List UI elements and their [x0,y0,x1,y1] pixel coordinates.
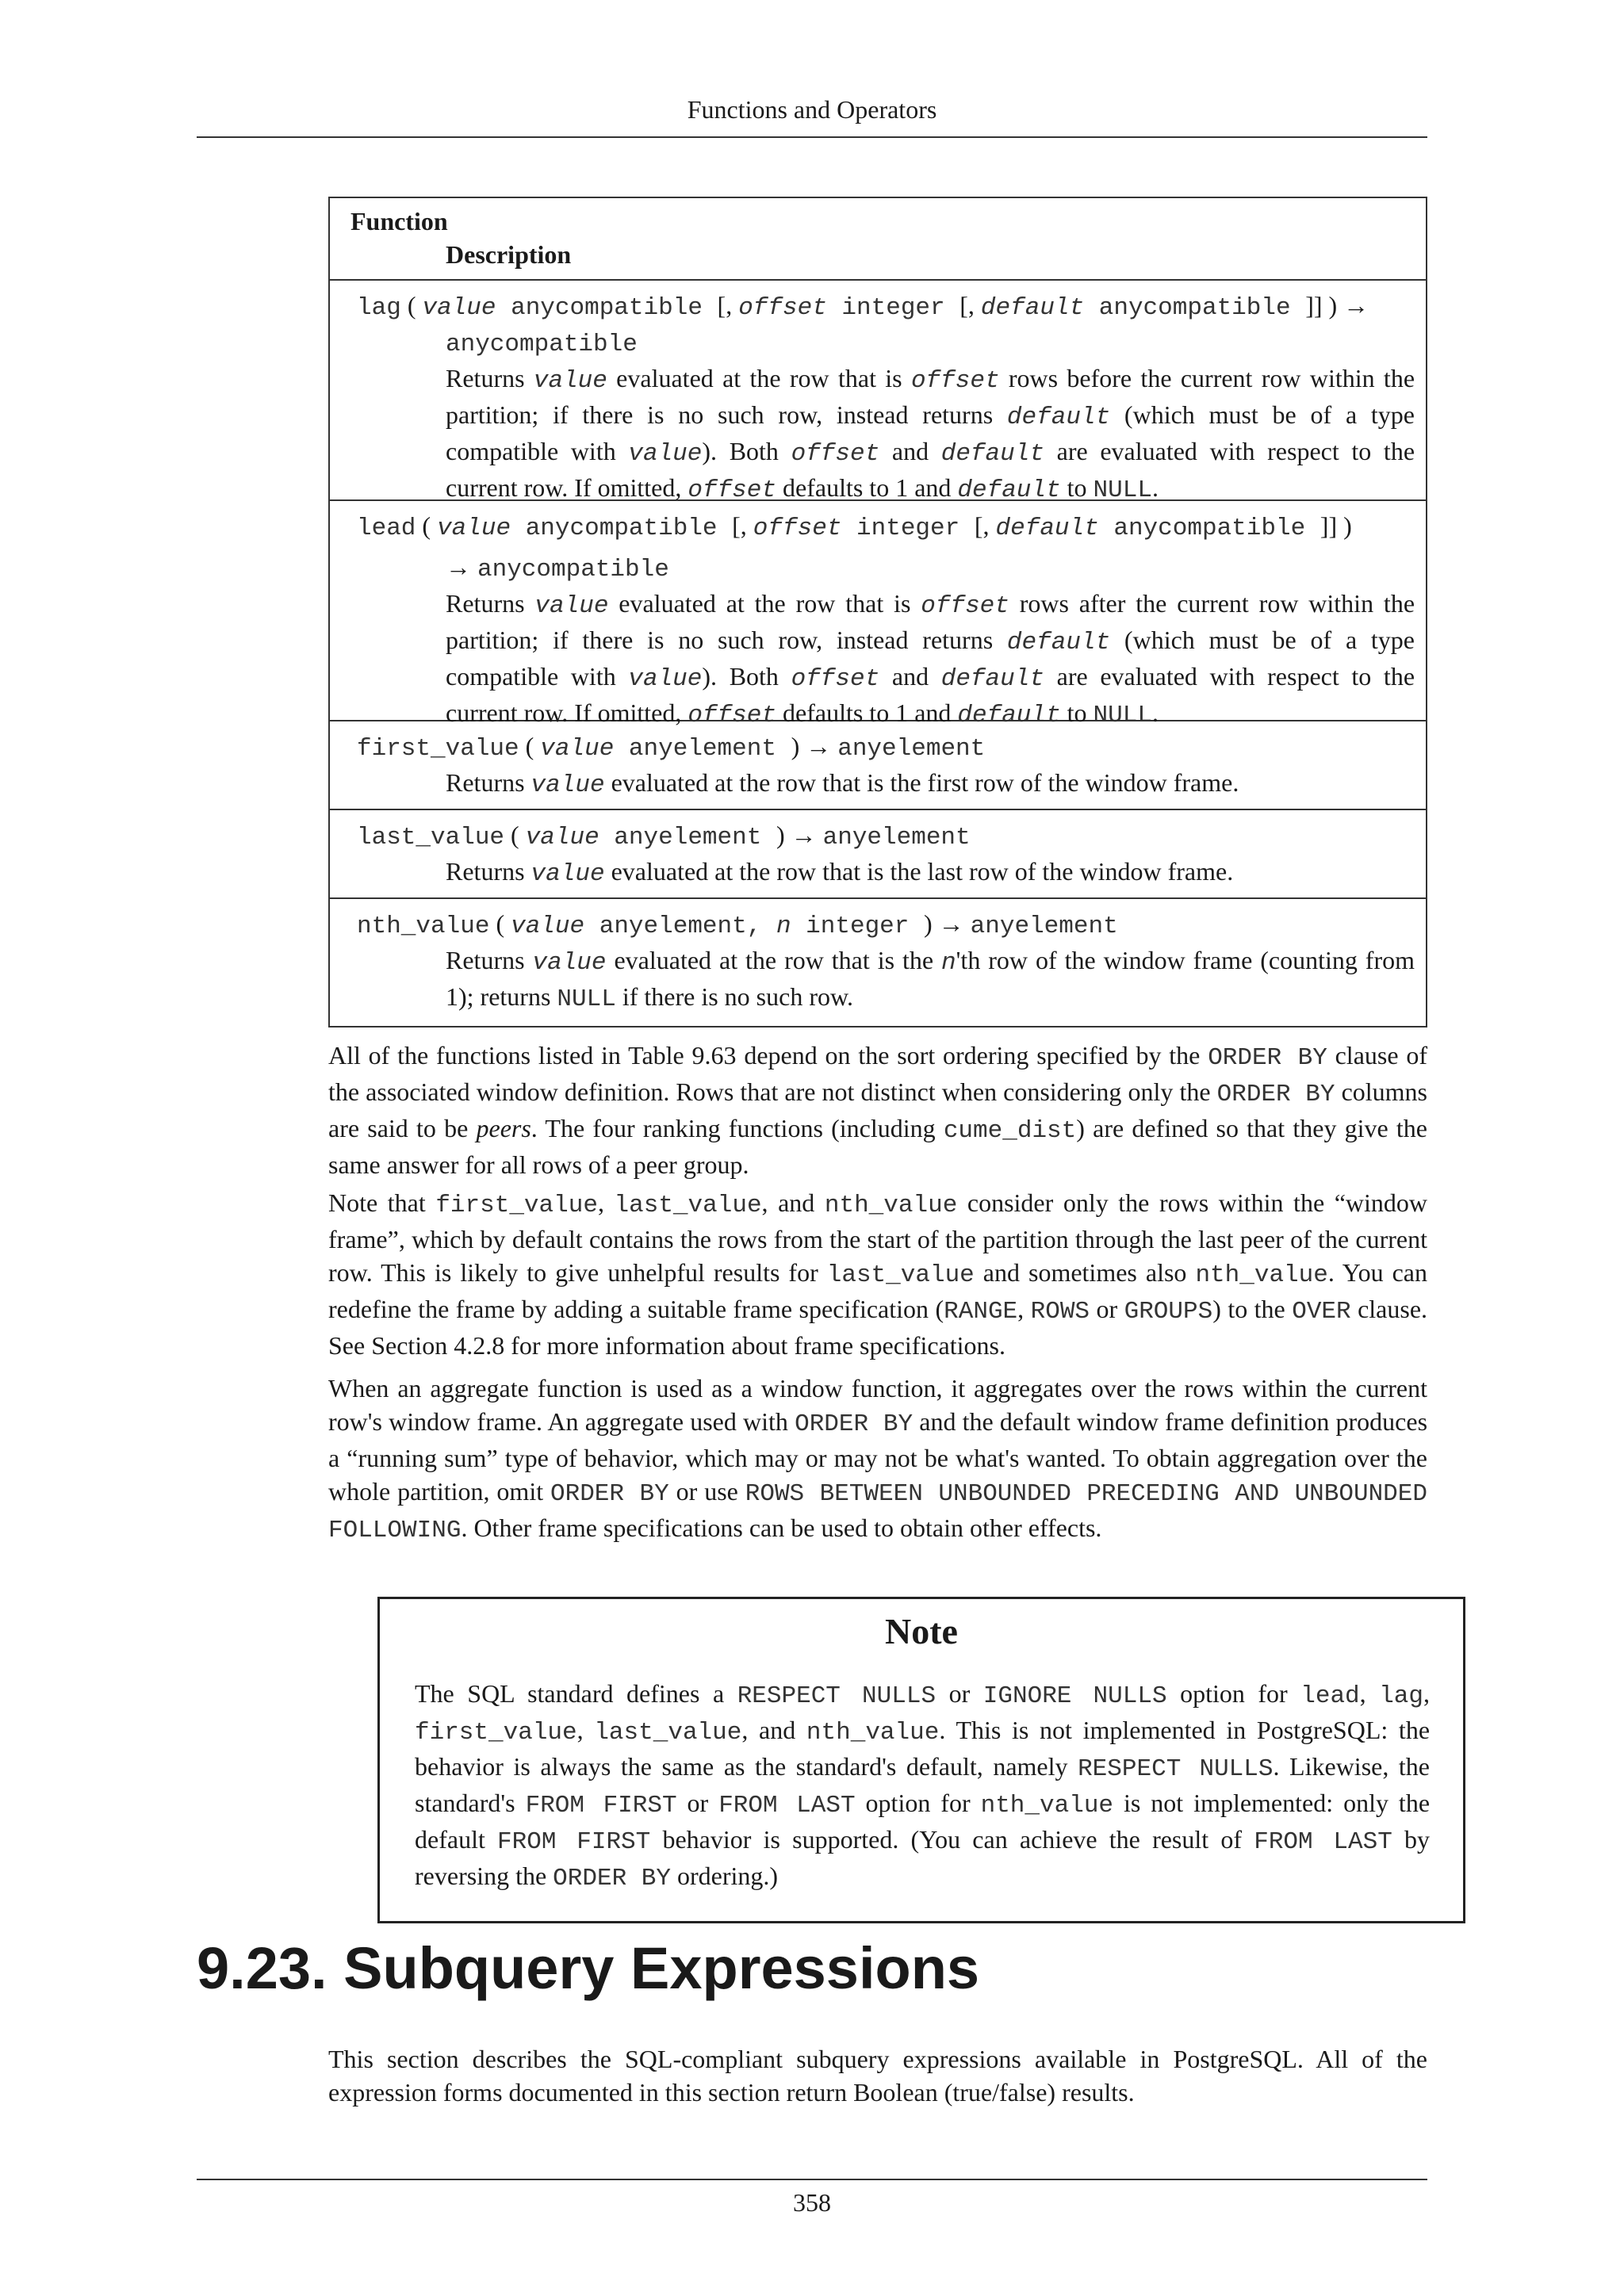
function-description [357,766,1415,802]
text: . This is not implemented in PostgreSQL: the behavior is always the same as the standard's default, namely [415,1716,1431,1781]
text: or [676,1789,719,1817]
paragraph-window-frame [328,1186,1427,1362]
text: ) to the [1212,1295,1293,1323]
desc-param: default [1006,629,1111,656]
return-type-text: anyelement [822,824,971,851]
text: All of the functions listed in Table 9.63 depend on the sort ordering specified by the [328,1041,1208,1070]
table-header [330,198,1426,281]
desc-text: to [1060,698,1094,727]
function-signature [357,818,1415,855]
param-name: value [511,913,585,940]
text: option for [855,1789,981,1817]
text: , [597,1188,615,1217]
desc-param: value [534,592,609,620]
function-signature [357,907,1415,943]
text: by reversing the [415,1825,1431,1890]
function-signature [357,509,1415,545]
code: nth_value [980,1792,1114,1820]
desc-code: NULL [557,985,616,1013]
param-name: offset [738,294,827,322]
return-type-text: anyelement [837,735,986,763]
text: clause. See Section 4.2.8 for more information about frame specifications. [328,1295,1428,1360]
sig-text: ( [489,909,511,938]
param-type: anycompatible [496,294,718,322]
code: ORDER BY [550,1480,669,1508]
text: , and [761,1188,825,1217]
text: behavior is supported. (You can achieve the result of [650,1825,1254,1854]
code: lead [1300,1682,1360,1710]
param-type: integer [841,515,975,542]
code: ORDER BY [553,1865,671,1892]
desc-text: rows before the current row within the partition; if there is no such row, instead returns [446,364,1415,429]
code: nth_value [806,1719,940,1747]
desc-text: 'th row of the window frame (counting from 1); returns [446,946,1415,1011]
desc-param: n [941,949,956,977]
desc-param: value [530,860,605,888]
desc-param: default [957,702,1061,729]
desc-text: Returns [446,857,531,886]
desc-text: are evaluated with respect to the current row. If omitted, [446,662,1415,727]
desc-param: default [940,440,1044,468]
code: ROWS BETWEEN UNBOUNDED PRECEDING AND UNBOUNDED FOLLOWING [328,1480,1427,1544]
desc-code: NULL [1093,702,1152,729]
text: , [1359,1679,1380,1708]
paragraph-aggregate [328,1372,1427,1548]
desc-text: if there is no such row. [615,982,854,1011]
code: RESPECT NULLS [737,1682,936,1710]
window-functions-table [328,197,1427,1027]
sig-text: [, [717,291,739,320]
return-type-text: anyelement [970,913,1118,940]
text: clause of the associated window definition. Rows that are not distinct when considering only the [328,1041,1428,1106]
code: last_value [826,1261,975,1289]
text: or use [668,1477,745,1506]
desc-text: and [879,662,941,691]
text: The SQL standard defines a [415,1679,737,1708]
param-type: anyelement [599,824,776,851]
text: . The four ranking functions (including [530,1114,944,1142]
param-name: value [525,824,599,851]
code: ORDER BY [1208,1044,1327,1072]
function-name: lead [357,515,416,542]
code: first_value [435,1192,598,1219]
function-description [357,587,1415,733]
text: ordering.) [670,1862,779,1890]
section-intro: This section describes the SQL-compliant subquery expressions available in PostgreSQL. All of the expression forms documented in this section return Boolean (true/false) results. [328,2045,1427,2107]
sig-text: ) → [924,909,971,938]
desc-text: Returns [446,589,535,618]
text: Note that [328,1188,436,1217]
desc-param: offset [921,592,1009,620]
sig-text: ( [519,732,541,760]
desc-param: offset [688,476,776,504]
desc-text: (which must be of a type compatible with [446,626,1415,691]
param-type: anyelement [614,735,791,763]
text: ) are defined so that they give the same answer for all rows of a peer group. [328,1114,1428,1179]
param-name: n [776,913,791,940]
desc-param: value [533,367,607,395]
text: . Other frame specifications can be used to obtain other effects. [461,1513,1102,1542]
desc-param: default [957,476,1061,504]
param-type: anyelement, [584,913,776,940]
param-type: integer [791,913,924,940]
text: . Likewise, the standard's [415,1752,1431,1817]
sig-text: ]] ) [1320,511,1352,540]
desc-text: evaluated at the row that is the last row of the window frame. [604,857,1234,886]
text: , [1423,1679,1431,1708]
header-rule [197,136,1427,138]
desc-param: default [940,665,1044,693]
desc-text: Returns [446,946,533,974]
text: is not implemented: only the default [415,1789,1431,1854]
function-description [357,943,1415,1016]
function-name: lag [357,294,401,322]
param-type: anycompatible [511,515,733,542]
function-signature [357,729,1415,766]
page-number: 358 [793,2188,831,2217]
desc-code: NULL [1093,476,1152,504]
param-name: value [422,294,496,322]
desc-text: are evaluated with respect to the current row. If omitted, [446,437,1415,502]
return-type-text: anycompatible [446,331,638,358]
function-name: last_value [357,824,505,851]
desc-param: default [1006,404,1111,431]
param-name: value [437,515,511,542]
desc-text: rows after the current row within the partition; if there is no such row, instead returns [446,589,1415,654]
function-description [357,362,1415,507]
desc-text: ). Both [702,437,791,465]
code: FROM LAST [1254,1828,1392,1856]
desc-text: evaluated at the row that is [607,364,911,392]
code: nth_value [824,1192,958,1219]
code: FROM FIRST [497,1828,651,1856]
code: ORDER BY [1216,1081,1335,1108]
return-type [357,325,1415,362]
function-name: nth_value [357,913,490,940]
running-header: Functions and Operators [687,95,937,124]
code: ORDER BY [795,1410,914,1438]
code: IGNORE NULLS [982,1682,1167,1710]
section-heading: 9.23. Subquery Expressions [197,1935,980,2001]
sig-text: [, [974,511,996,540]
code: lag [1379,1682,1424,1710]
table-row-first-value [330,721,1426,810]
code: first_value [415,1719,577,1747]
note-text [415,1677,1430,1896]
code: cume_dist [943,1117,1077,1145]
text: or [1090,1295,1124,1323]
desc-text: ). Both [702,662,791,691]
desc-text: . [1151,698,1159,727]
desc-text: and [879,437,941,465]
param-name: default [995,515,1099,542]
sig-text: ( [504,821,526,849]
desc-param: offset [910,367,1000,395]
desc-param: offset [791,440,880,468]
param-type: anycompatible [1098,515,1320,542]
text: and sometimes also [974,1258,1196,1287]
code: FROM FIRST [525,1792,677,1820]
text: When an aggregate function is used as a window function, it aggregates over the rows within the current row's window frame. An aggregate used with [328,1374,1427,1436]
code: FROM LAST [718,1792,856,1820]
text: columns are said to be [328,1077,1428,1142]
desc-text: defaults to 1 and [776,473,958,502]
emphasis: peers [476,1114,531,1142]
code: nth_value [1195,1261,1328,1289]
column-header-function: Function [350,207,448,235]
sig-text: ) → [776,821,823,849]
text: , [1017,1295,1031,1323]
function-description [357,855,1415,891]
text: , and [741,1716,806,1744]
code: last_value [614,1192,762,1219]
sig-text: ) → [791,732,838,760]
desc-text: . [1151,473,1159,502]
desc-param: offset [688,702,776,729]
sig-text: [, [732,511,753,540]
code: GROUPS [1124,1298,1213,1326]
desc-param: value [530,771,605,799]
desc-text: evaluated at the row that is [608,589,921,618]
code: RANGE [944,1298,1018,1326]
param-type: anycompatible [1084,294,1306,322]
return-type-text: anycompatible [477,556,669,584]
desc-text: (which must be of a type compatible with [446,400,1415,465]
footer-rule [197,2179,1427,2180]
text: consider only the rows within the “window frame”, which by default contains the rows from the start of the partition through the last peer of the current row. This is likely to give unhelpful results for [328,1188,1428,1287]
param-type: integer [826,294,960,322]
return-type [357,550,1415,587]
column-header-description: Description [446,240,572,269]
text: . You can redefine the frame by adding a suitable frame specification ( [328,1258,1428,1323]
text: option for [1166,1679,1301,1708]
desc-param: value [628,440,703,468]
sig-text: ( [400,291,423,320]
table-row-last-value [330,810,1426,899]
text: and the default window frame definition produces a “running sum” type of behavior, which may or may not be what's wanted. To obtain aggregation over the whole partition, omit [328,1407,1428,1506]
sig-text: ]] ) → [1305,291,1369,320]
code: RESPECT NULLS [1078,1755,1274,1783]
note-title: Note [885,1611,958,1651]
desc-text: defaults to 1 and [776,698,958,727]
function-name: first_value [357,735,519,763]
desc-param: value [532,949,607,977]
desc-text: evaluated at the row that is the [606,946,942,974]
sig-text: ( [416,511,438,540]
code: OVER [1292,1298,1351,1326]
param-name: offset [753,515,842,542]
code: ROWS [1030,1298,1090,1326]
param-name: default [980,294,1085,322]
arrow-symbol: → [446,553,477,581]
table-row-nth-value [330,899,1426,1026]
text: or [936,1679,983,1708]
function-signature [357,289,1415,325]
text: , [576,1716,595,1744]
code: last_value [594,1719,742,1747]
note-box [377,1597,1465,1923]
sig-text: [, [959,291,981,320]
desc-text: Returns [446,364,534,392]
desc-text: evaluated at the row that is the first row of the window frame. [604,768,1239,797]
desc-text: to [1060,473,1094,502]
table-row-lag [330,281,1426,504]
desc-param: value [628,665,703,693]
table-row-lead [330,501,1426,729]
desc-text: Returns [446,768,531,797]
desc-param: offset [791,665,880,693]
paragraph-ordering [328,1039,1427,1181]
param-name: value [540,735,615,763]
